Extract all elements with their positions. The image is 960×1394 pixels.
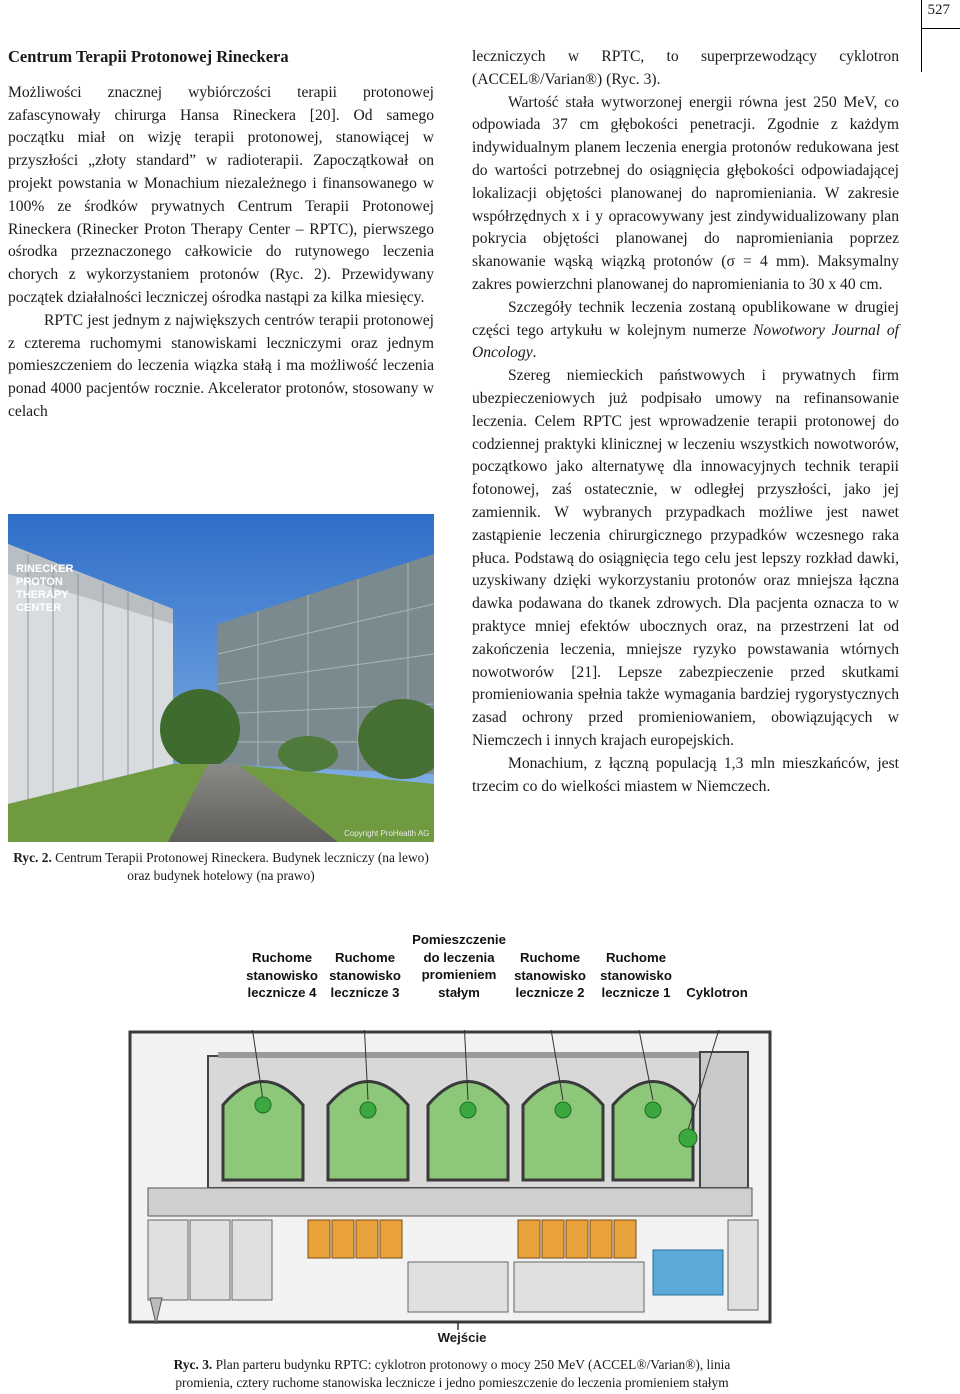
label-gantry-4: Ruchome stanowisko lecznicze 4: [246, 950, 318, 1000]
page-number-rule: [921, 0, 922, 72]
right-paragraph: leczniczych w RPTC, to superprzewodzący cyklotron (ACCEL®/Varian®) (Ryc. 3).: [472, 48, 899, 88]
right-paragraph: Monachium, z łączną populacją 1,3 mln mieszkańców, jest trzecim co do wielkości miastem w Niemczech.: [472, 754, 899, 795]
right-paragraph: Wartość stała wytworzonej energii równa jest 250 MeV, co odpowiada 37 cm głębokości penetracji. Zgodnie z każdym indywidualnym planem leczenia energia protonów redukowana jest do wartości potrzebnej do osiągnięcia głębokości odpowiadającej lokalizacji objętości planowanej do napromieniania. W zakresie współrzędnych x i y opracowywany jest zindywidualizowany plan pokrycia objętości planowanej do napromieniania poprzez skanowanie wąską wiązką protonów (σ = 4 mm). Maksymalny zakres powierzchni planowanej do napromieniania to 30 x 40 cm.: [472, 93, 899, 293]
building-photo-illustration: [8, 514, 434, 842]
figure-2-text: Centrum Terapii Protonowej Rineckera. Budynek leczniczy (na lewo) oraz budynek hotelowy (na prawo): [51, 850, 429, 883]
left-column: [8, 46, 434, 424]
sign-line: PROTON: [16, 576, 63, 588]
header-rule: [921, 28, 960, 29]
journal-title: Nowotwory Journal of Oncology: [472, 321, 899, 362]
right-paragraph: Szereg niemieckich państwowych i prywatnych firm ubezpieczeniowych już podpisało umowy na refinansowanie leczenia. Celem RPTC jest wprowadzenie terapii protonowej do codziennej praktyki klinicznej w leczeniu wszystkich nowotworów, początkowo jako alternatywę dla innowacyjnych technik terapii fotonowej, zaś ostatecznie, w odległej przyszłości, jako jej zamiennik. W wybranych przypadkach możliwe jest nawet zastąpienie leczenia chirurgicznego przypadków wczesnego raka płuca. Podstawą do osiągnięcia tego celu jest lepszy rozkład dawki, uzyskiwany dzięki wykorzystaniu protonów oraz mniejsza łączna dawka podawana do tkanek zdrowych. Dla pacjenta oznacza to w praktyce mniej efektów ubocznych oraz, na przestrzeni lat od zakończenia leczenia, mniejsze ryzyko powstawania wtórnych nowotworów [21]. Lepsze zabezpieczenie przed skutkami promieniowania spełnia także wymagania bardziej rygorystycznych zasad ochrony przed promieniowaniem, obowiązujących w Niemczech i innych krajach europejskich.: [472, 367, 899, 749]
figure-2-label: Ryc. 2.: [13, 850, 52, 865]
label-gantry-1: Ruchome stanowisko lecznicze 1: [600, 950, 672, 1000]
floor-plan-drawing: [128, 1030, 772, 1330]
beam-line: [218, 1052, 718, 1058]
corridor: [148, 1188, 752, 1216]
figure-3-text: Plan parteru budynku RPTC: cyklotron protonowy o mocy 250 MeV (ACCEL®/Varian®), linia: [212, 1357, 731, 1372]
text-run: Szczegóły technik leczenia zostaną opublikowane w drugiej części tego artykułu w kolejnym numerze: [472, 298, 899, 339]
left-paragraph: RPTC jest jednym z największych centrów terapii protonowej z czterema ruchomymi stanowiskami leczniczymi oraz jednym pomieszczeniem do leczenia wiązka stałą i ma możliwość leczenia ponad 4000 pacjentów rocznie. Akcelerator protonów, stosowany w celach: [8, 311, 434, 420]
right-paragraph: [472, 297, 899, 365]
photo-copyright: Copyright ProHealth AG: [344, 829, 430, 838]
cyclotron-vault: [700, 1052, 748, 1188]
floor-plan: [128, 1030, 772, 1330]
sign-line: THERAPY: [16, 589, 69, 601]
room-gantry-1: [613, 1082, 693, 1181]
figure-2-caption: [8, 849, 434, 885]
text-run: .: [532, 344, 537, 362]
right-column: [472, 46, 899, 798]
page-number: 527: [927, 2, 950, 18]
label-cyclotron: Cyklotron: [686, 985, 748, 1000]
room-gantry-2: [523, 1082, 603, 1181]
label-gantry-3: Ruchome stanowisko lecznicze 3: [329, 950, 401, 1000]
figure-3-text: promienia, cztery ruchome stanowiska lecznicze i jedno pomieszczenie do leczenia promieniem stałym: [175, 1375, 729, 1390]
room-gantry-4: [223, 1082, 303, 1181]
blue-room: [653, 1250, 723, 1295]
label-fixed-beam-room: Pomieszczenie do leczenia promieniem stałym: [412, 932, 506, 1000]
left-paragraph: Możliwości znacznej wybiórczości terapii protonowej zafascynowały chirurga Hansa Rineckera [20]. Od samego początku miał on wizję terapii protonowej, stanowiącej w przyszłości „złoty standard” w radioterapii. Zapoczątkował on projekt powstania w Monachium niezależnego i finansowanego w 100% ze środków prywatnych Centrum Terapii Protonowej Rineckera (Rinecker Proton Therapy Center – RPTC), pierwszego ośrodka przeznaczonego całkowicie do rutynowego leczenia chorych z wykorzystaniem protonów (Ryc. 2). Przewidywany początek działalności leczniczej ośrodka nastąpi za kilka miesięcy.: [8, 83, 434, 306]
label-gantry-2: Ruchome stanowisko lecznicze 2: [514, 950, 586, 1000]
sign-line: RINECKER: [16, 563, 74, 575]
building-photo: [8, 514, 434, 842]
figure-3-caption: [132, 1356, 772, 1392]
treatment-rooms: [223, 1082, 693, 1181]
sign-line: CENTER: [16, 602, 62, 614]
figure-3-label: Ryc. 3.: [173, 1357, 213, 1372]
entrance-label: Wejście: [437, 1330, 487, 1345]
section-heading: Centrum Terapii Protonowej Rineckera: [8, 47, 289, 66]
